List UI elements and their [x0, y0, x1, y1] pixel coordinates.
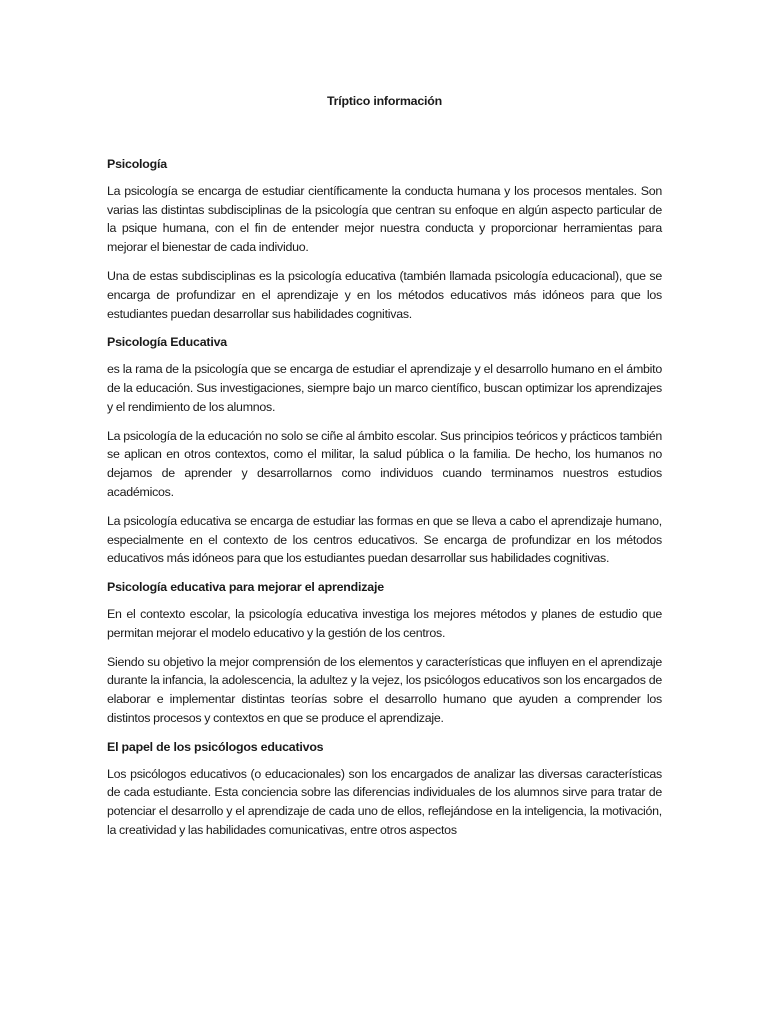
section-heading: Psicología Educativa: [107, 335, 227, 350]
paragraph: es la rama de la psicología que se encarga de estudiar el aprendizaje y el desarrollo humano en el ámbito de la educación. Sus investigaciones, siempre bajo un marco científico, buscan optimizar los aprendizajes y el rendimiento de los alumnos.: [107, 362, 662, 414]
paragraph: Los psicólogos educativos (o educacionales) son los encargados de analizar las diversas características de cada estudiante. Esta conciencia sobre las diferencias individuales de los alumnos sirve para tratar de potenciar el desarrollo y el aprendizaje de cada uno de ellos, reflejándose en la inteligencia, la motivación, la creatividad y las habilidades comunicativas, entre otros aspectos: [107, 766, 662, 837]
paragraph: La psicología se encarga de estudiar científicamente la conducta humana y los procesos mentales. Son varias las distintas subdisciplinas de la psicología que centran su enfoque en algún aspecto particular de la psique humana, con el fin de entender mejor nuestra conducta y proporcionar herramientas para mejorar el bienestar de cada individuo.: [107, 183, 662, 255]
paragraph: La psicología educativa se encarga de estudiar las formas en que se lleva a cabo el aprendizaje humano, especialmente en el contexto de los centros educativos. Se encarga de profundizar en los métodos educativos más idóneos para que los estudiantes puedan desarrollar sus habilidades cognitivas.: [107, 513, 662, 566]
paragraph: Siendo su objetivo la mejor comprensión de los elementos y características que influyen en el aprendizaje durante la infancia, la adolescencia, la adultez y la vejez, los psicólogos educativos son los encargados de elaborar e implementar distintas teorías sobre el desarrollo humano que ayuden a comprender los distintos procesos y contextos en que se produce el aprendizaje.: [107, 654, 662, 725]
paragraph: La psicología de la educación no solo se ciñe al ámbito escolar. Sus principios teóricos y prácticos también se aplican en otros contextos, como el militar, la salud pública o la familia. De hecho, los humanos no dejamos de aprender y desarrollarnos como individuos cuando terminamos nuestros estudios académicos.: [107, 428, 662, 499]
section-papel-psicologos: [107, 738, 662, 840]
paragraph: En el contexto escolar, la psicología educativa investiga los mejores métodos y planes de estudio que permitan mejorar el modelo educativo y la gestión de los centros.: [107, 606, 662, 640]
document-title: Tríptico información: [326, 94, 443, 108]
section-psicologia-educativa: [107, 333, 662, 568]
paragraph: Una de estas subdisciplinas es la psicología educativa (también llamada psicología educacional), que se encarga de profundizar en el aprendizaje y en los métodos educativos más idóneos para que los estudiantes puedan desarrollar sus habilidades cognitivas.: [107, 268, 662, 321]
section-mejorar-aprendizaje: [107, 578, 662, 728]
section-heading: El papel de los psicólogos educativos: [107, 739, 324, 754]
section-heading: Psicología: [107, 157, 167, 171]
section-heading: Psicología educativa para mejorar el aprendizaje: [107, 580, 384, 595]
section-psicologia: [107, 155, 662, 323]
